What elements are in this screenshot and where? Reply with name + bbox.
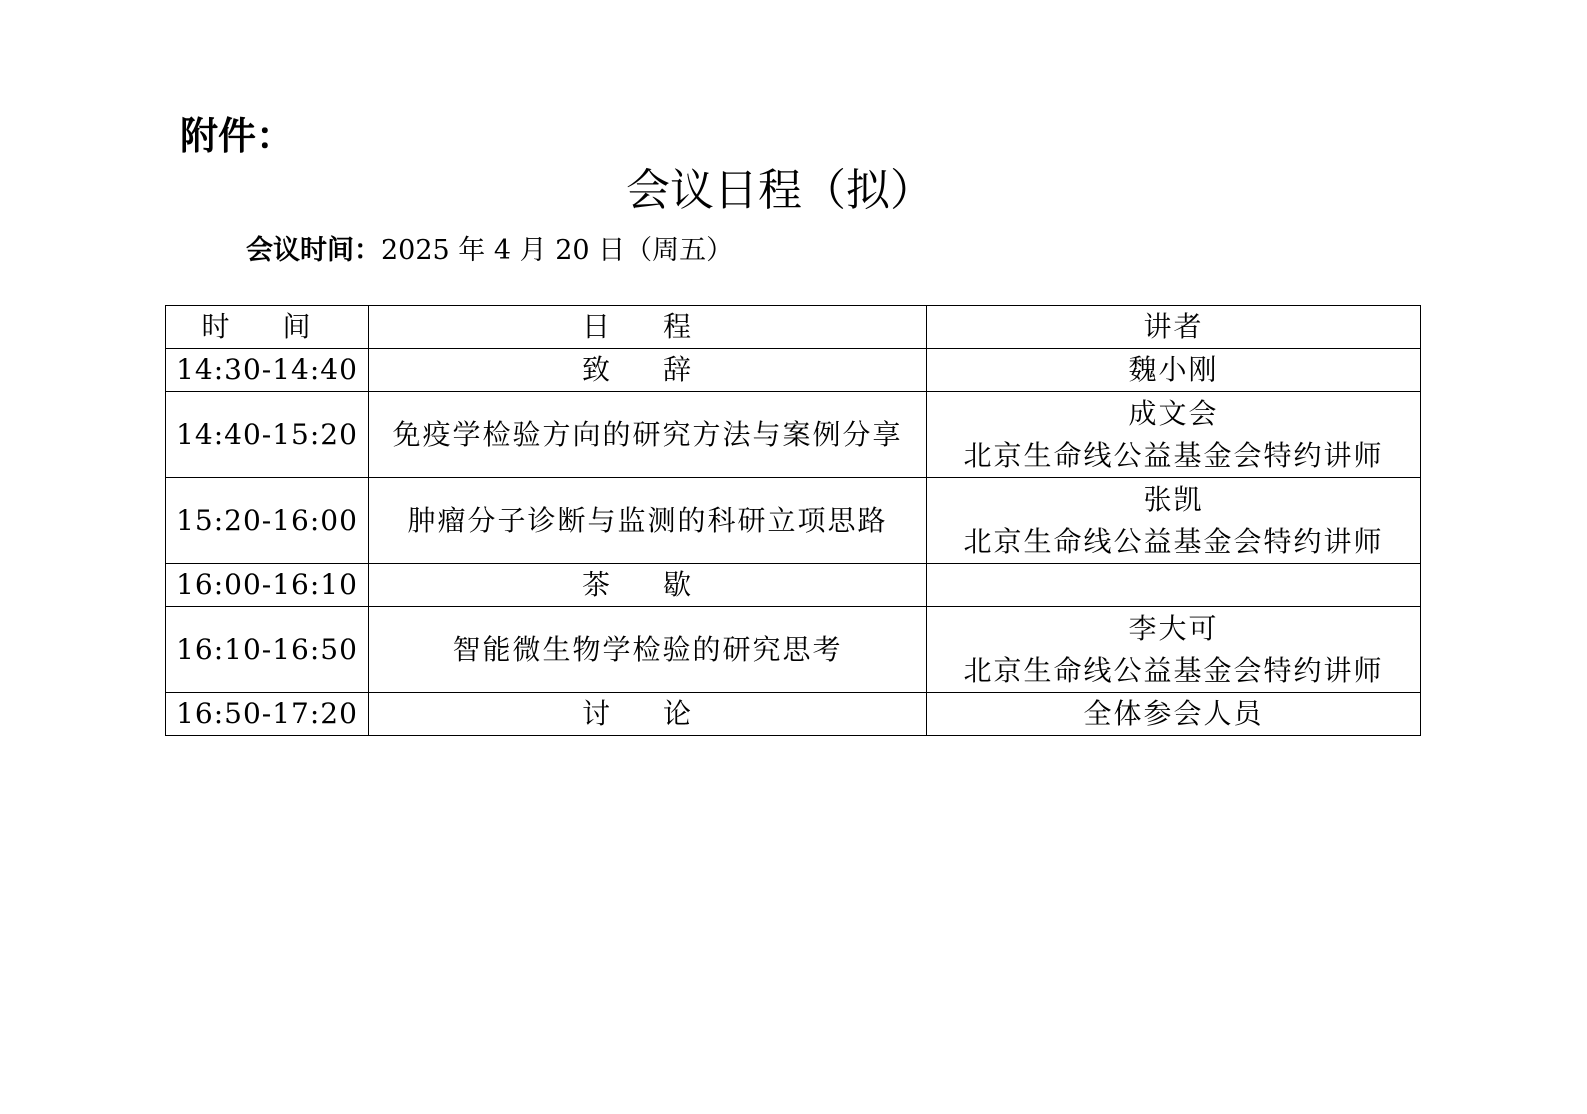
row-topic: 肿瘤分子诊断与监测的科研立项思路	[369, 478, 927, 564]
row-time: 14:30-14:40	[166, 349, 369, 392]
table-row	[166, 693, 1421, 736]
document-title: 会议日程（拟）	[626, 165, 934, 216]
row-topic: 致 辞	[369, 349, 927, 392]
row-time: 15:20-16:00	[166, 478, 369, 564]
meeting-time	[246, 230, 733, 272]
row-time: 16:50-17:20	[166, 693, 369, 736]
row-speaker-title: 北京生命线公益基金会特约讲师	[963, 438, 1384, 472]
row-speaker-name: 张凯	[1143, 482, 1204, 516]
table-row	[166, 478, 1421, 564]
header-time: 时 间	[166, 306, 369, 349]
row-time: 14:40-15:20	[166, 392, 369, 478]
table-row	[166, 392, 1421, 478]
row-speaker-title: 北京生命线公益基金会特约讲师	[963, 653, 1384, 687]
meeting-time-label: 会议时间：	[246, 235, 381, 266]
row-speaker	[927, 392, 1421, 478]
row-speaker	[927, 478, 1421, 564]
table-header-row	[166, 306, 1421, 349]
table-row	[166, 607, 1421, 693]
row-speaker-name: 全体参会人员	[927, 693, 1421, 736]
row-speaker	[927, 607, 1421, 693]
row-topic: 智能微生物学检验的研究思考	[369, 607, 927, 693]
table-row	[166, 349, 1421, 392]
attachment-label: 附件：	[180, 114, 295, 158]
row-topic: 讨 论	[369, 693, 927, 736]
row-time: 16:10-16:50	[166, 607, 369, 693]
meeting-time-value: 2025 年 4 月 20 日（周五）	[381, 235, 734, 266]
row-speaker-name	[927, 564, 1421, 607]
row-topic: 免疫学检验方向的研究方法与案例分享	[369, 392, 927, 478]
row-topic: 茶 歇	[369, 564, 927, 607]
row-speaker-name: 李大可	[1128, 611, 1219, 645]
row-time: 16:00-16:10	[166, 564, 369, 607]
header-agenda: 日 程	[369, 306, 927, 349]
row-speaker-title: 北京生命线公益基金会特约讲师	[963, 524, 1384, 558]
table-row	[166, 564, 1421, 607]
schedule-table	[165, 305, 1421, 736]
header-speaker: 讲者	[927, 306, 1421, 349]
row-speaker-name: 成文会	[1128, 396, 1219, 430]
row-speaker-name: 魏小刚	[927, 349, 1421, 392]
